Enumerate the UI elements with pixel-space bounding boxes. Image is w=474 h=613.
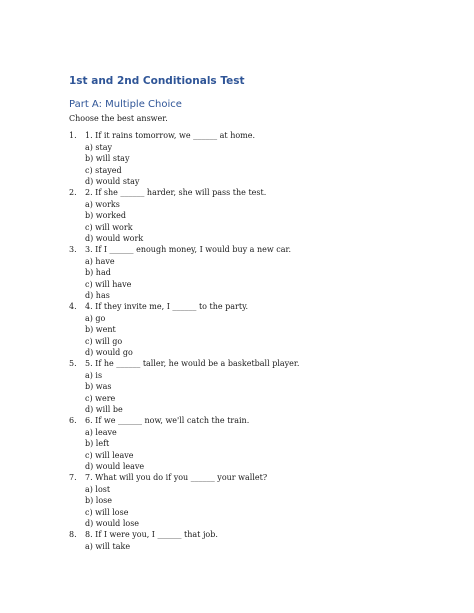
question-item — [0, 301, 474, 358]
question-item — [0, 472, 474, 529]
document-title: 1st and 2nd Conditionals Test — [69, 75, 245, 87]
answer-option: b) went — [85, 325, 116, 334]
answer-options — [85, 256, 131, 302]
answer-option: d) would go — [85, 348, 133, 357]
answer-option: d) has — [85, 291, 110, 300]
answer-option: b) left — [85, 439, 110, 448]
answer-option: d) would stay — [85, 177, 140, 186]
question-item — [0, 529, 474, 586]
answer-option: a) works — [85, 199, 120, 209]
question-text: 2. If she ______ harder, she will pass the test. — [85, 188, 267, 197]
answer-option: b) had — [85, 268, 111, 277]
answer-options — [85, 484, 139, 530]
answer-option: c) will lose — [85, 507, 129, 517]
answer-option: a) leave — [85, 427, 117, 437]
answer-option: b) was — [85, 382, 112, 391]
question-number: 7. — [69, 473, 77, 482]
answer-option: a) will take — [85, 541, 131, 551]
answer-options — [85, 313, 133, 359]
answer-option: d) would leave — [85, 462, 145, 471]
answer-option: d) would lose — [85, 519, 140, 528]
answer-option: c) were — [85, 393, 116, 403]
answer-option: d) would work — [85, 234, 144, 243]
question-text: 3. If I ______ enough money, I would buy a new car. — [85, 245, 291, 254]
question-text: 7. What will you do if you ______ your wallet? — [85, 473, 268, 482]
answer-option: a) have — [85, 256, 115, 266]
question-number: 3. — [69, 245, 77, 254]
answer-option: c) will work — [85, 222, 133, 232]
answer-options — [85, 541, 130, 553]
answer-option: c) stayed — [85, 165, 122, 175]
answer-option: a) stay — [85, 142, 113, 152]
question-text: 8. If I were you, I ______ that job. — [85, 530, 218, 539]
question-number: 1. — [69, 131, 77, 140]
instructions-text: Choose the best answer. — [69, 114, 168, 123]
question-text: 1. If it rains tomorrow, we ______ at home. — [85, 131, 256, 140]
question-item — [0, 187, 474, 244]
question-number: 5. — [69, 359, 77, 368]
question-text: 5. If he ______ taller, he would be a basketball player. — [85, 359, 300, 368]
question-number: 4. — [69, 302, 77, 311]
question-list — [0, 130, 474, 586]
question-number: 6. — [69, 416, 77, 425]
answer-option: a) is — [85, 370, 103, 380]
question-item — [0, 358, 474, 415]
question-text: 6. If we ______ now, we'll catch the train. — [85, 416, 250, 425]
answer-option: d) will be — [85, 405, 123, 414]
answer-options — [85, 199, 143, 245]
question-item — [0, 130, 474, 187]
question-text: 4. If they invite me, I ______ to the party. — [85, 302, 249, 311]
answer-option: c) will have — [85, 279, 132, 289]
question-number: 8. — [69, 530, 77, 539]
answer-options — [85, 427, 144, 473]
answer-option: a) go — [85, 313, 106, 323]
answer-option: c) will go — [85, 336, 123, 346]
answer-option: c) will leave — [85, 450, 134, 460]
question-number: 2. — [69, 188, 77, 197]
question-item — [0, 244, 474, 301]
answer-options — [85, 370, 123, 416]
answer-option: b) worked — [85, 211, 126, 220]
answer-option: b) will stay — [85, 154, 130, 163]
answer-options — [85, 142, 139, 188]
answer-option: b) lose — [85, 496, 112, 505]
section-heading: Part A: Multiple Choice — [69, 99, 182, 110]
answer-option: a) lost — [85, 484, 111, 494]
question-item — [0, 415, 474, 472]
